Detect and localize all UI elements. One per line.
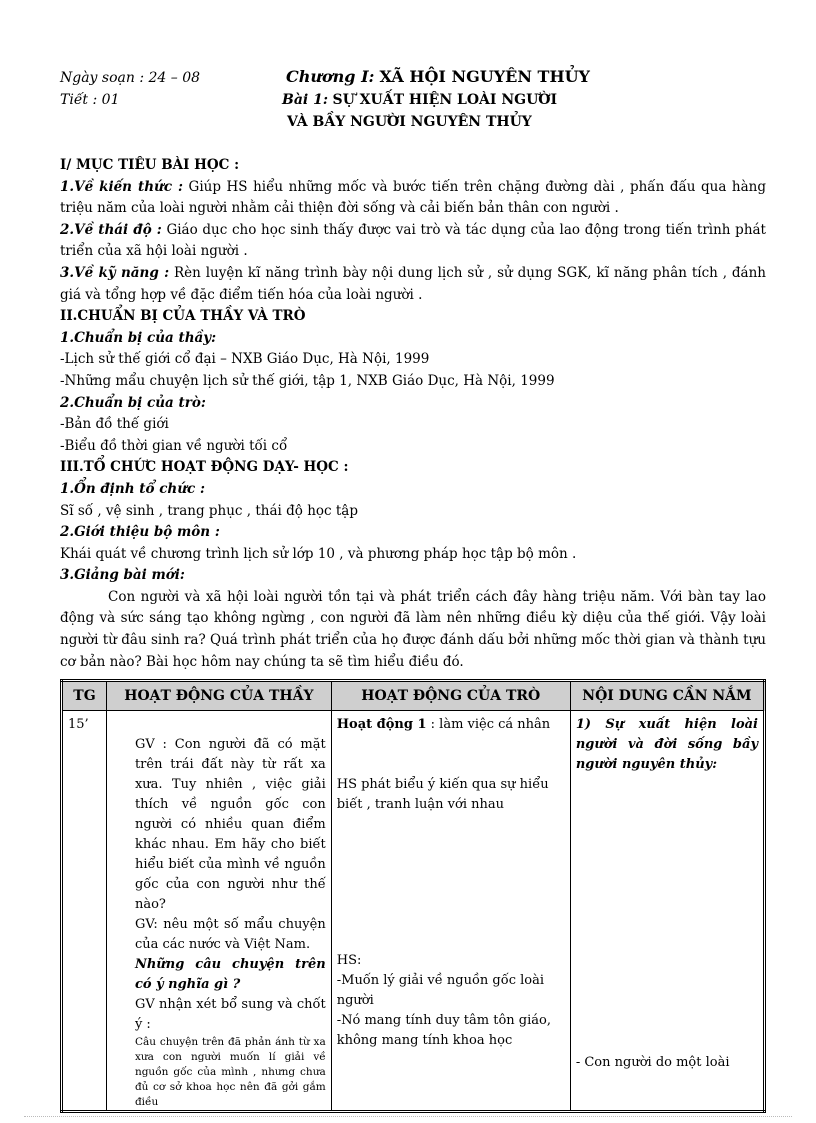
header-teacher-activity: HOẠT ĐỘNG CỦA THẦY (106, 681, 331, 711)
teacher-prep-item: -Những mẩu chuyện lịch sử thế giới, tập 1, NXB Giáo Dục, Hà Nội, 1999 (60, 372, 555, 389)
header-student-activity: HOẠT ĐỘNG CỦA TRÒ (331, 681, 570, 711)
header-time: TG (62, 681, 107, 711)
period-number: Tiết : 01 (60, 92, 120, 108)
teacher-prep-label: 1.Chuẩn bị của thầy: (60, 329, 217, 346)
page-bottom-rule (24, 1116, 792, 1117)
section-objectives-title: I/ MỤC TIÊU BÀI HỌC : (60, 157, 240, 173)
class-setup-label: 1.Ổn định tổ chức : (60, 480, 205, 497)
objective-skills: 3.Về kỹ năng : Rèn luyện kĩ năng trình bày nội dung lịch sử , sử dụng SGK, kĩ năng phân tích , đánh giá và tổng hợp về đặc điểm tiến hóa của loài người . (60, 264, 766, 303)
cell-teacher-activity (106, 711, 331, 1112)
subject-intro-label: 2.Giới thiệu bộ môn : (60, 524, 220, 541)
lesson-title-line-1: SỰ XUẤT HIỆN LOÀI NGƯỜI (332, 92, 558, 108)
teacher-conclusion: GV nhận xét bổ sung và chốt ý : (134, 997, 326, 1032)
lesson-plan-table (60, 679, 766, 1113)
content-heading: 1) Sự xuất hiện loài người và đời sống bầy người nguyên thủy: (575, 717, 758, 772)
objective-knowledge: 1.Về kiến thức : Giúp HS hiểu những mốc và bước tiến trên chặng đường dài , phấn đấu qua hàng triệu năm của loài người nhằm cải thiện đời sống và cải biến bản thân con người . (60, 178, 766, 217)
section-activities-title: III.TỔ CHỨC HOẠT ĐỘNG DẠY- HỌC : (60, 459, 349, 476)
teacher-stories: GV: nêu một số mẩu chuyện của các nước và Việt Nam. (134, 917, 326, 952)
teacher-meaning-question: Những câu chuyện trên có ý nghĩa gì ? (134, 957, 326, 992)
lesson-heading (282, 92, 557, 108)
chapter-prefix: Chương I: (286, 67, 375, 86)
chapter-heading (286, 67, 590, 86)
teacher-conclusion-detail: Câu chuyện trên đã phản ánh từ xa xưa con người muốn lí giải về nguồn gốc của mình , nhưng chưa đủ cơ sở khoa học nên đã gởi gắm điều (134, 1036, 326, 1108)
cell-time: 15’ (62, 711, 107, 1112)
cell-content (570, 711, 764, 1112)
student-prep-item: -Biểu đồ thời gian về người tối cổ (60, 437, 288, 454)
student-prep-label: 2.Chuẩn bị của trò: (60, 394, 206, 411)
chapter-title: XÃ HỘI NGUYÊN THỦY (379, 67, 590, 86)
teacher-question: GV : Con người đã có mặt trên trái đất này từ rất xa xưa. Tuy nhiên , việc giải thích về nguồn gốc con người có nhiều quan điểm khác nhau. Em hãy cho biết hiểu biết của mình về nguồn gốc của con người như thế nào? (134, 737, 326, 912)
student-prep-item: -Bản đồ thế giới (60, 416, 169, 433)
lesson-prefix: Bài 1: (282, 92, 329, 108)
objective-attitude: 2.Về thái độ : Giáo dục cho học sinh thấy được vai trò và tác dụng của lao động trong tiến trình phát triển của xã hội loài người . (60, 221, 766, 260)
new-lesson-text: Con người và xã hội loài người tồn tại và phát triển cách đây hàng triệu năm. Với bàn tay lao động và sức sáng tạo không ngừng , con người đã làm nên những điều kỳ diệu của thế giới. Vậy loài người từ đâu sinh ra? Quá trình phát triển của họ được đánh dấu bởi những mốc thời gian và thành tựu cơ bản nào? Bài học hôm nay chúng ta sẽ tìm hiểu điều đó. (60, 588, 766, 670)
student-activity-1: Hoạt động 1 : làm việc cá nhân (336, 717, 551, 732)
teacher-prep-item: -Lịch sử thế giới cổ đại – NXB Giáo Dục, Hà Nội, 1999 (60, 351, 430, 368)
student-response: HS phát biểu ý kiến qua sự hiểu biết , tranh luận với nhau (336, 777, 549, 812)
subject-intro-text: Khái quát về chương trình lịch sử lớp 10 , và phương pháp học tập bộ môn . (60, 545, 577, 562)
student-answer-1: -Muốn lý giải về nguồn gốc loài người (336, 973, 545, 1008)
lesson-body (60, 155, 766, 673)
header-content: NỘI DUNG CẦN NẮM (570, 681, 764, 711)
content-point: - Con người do một loài (575, 1055, 730, 1070)
student-answer-2: -Nó mang tính duy tâm tôn giáo, không mang tính khoa học (336, 1013, 551, 1048)
cell-student-activity (331, 711, 570, 1112)
class-setup-text: Sĩ số , vệ sinh , trang phục , thái độ học tập (60, 502, 358, 519)
section-preparation-title: II.CHUẨN BỊ CỦA THẦY VÀ TRÒ (60, 308, 306, 325)
table-header-row (62, 681, 765, 711)
prep-date: Ngày soạn : 24 – 08 (60, 70, 201, 86)
table-row (62, 711, 765, 1112)
lesson-title-line-2: VÀ BẦY NGƯỜI NGUYÊN THỦY (287, 114, 532, 130)
new-lesson-label: 3.Giảng bài mới: (60, 567, 185, 584)
student-label: HS: (336, 953, 362, 968)
